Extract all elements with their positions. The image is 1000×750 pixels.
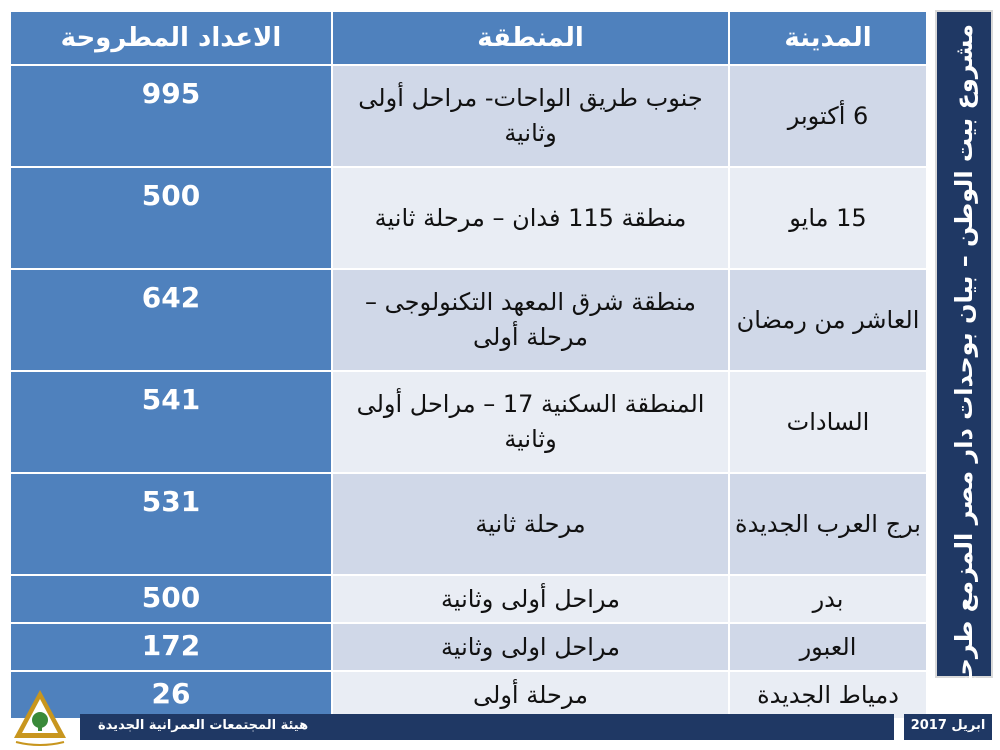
footer-bar [80, 714, 894, 740]
table-row [10, 371, 927, 473]
table-row [10, 671, 927, 719]
cell-city: السادات [729, 371, 927, 473]
cell-units: 995 [10, 65, 332, 167]
header-city: المدينة [729, 11, 927, 65]
cell-units: 531 [10, 473, 332, 575]
cell-units: 500 [10, 167, 332, 269]
cell-region: منطقة شرق المعهد التكنولوجى – مرحلة أولى [332, 269, 729, 371]
footer-date: ابريل 2017 [910, 718, 986, 733]
cell-region: مراحل اولى وثانية [332, 623, 729, 671]
table-row [10, 269, 927, 371]
cell-city: العاشر من رمضان [729, 269, 927, 371]
cell-region: منطقة 115 فدان – مرحلة ثانية [332, 167, 729, 269]
table-row [10, 473, 927, 575]
ncua-logo-icon [10, 686, 70, 746]
cell-region: مراحل أولى وثانية [332, 575, 729, 623]
side-title-panel [935, 10, 993, 701]
cell-units: 642 [10, 269, 332, 371]
cell-region: مرحلة أولى [332, 671, 729, 719]
cell-units: 541 [10, 371, 332, 473]
side-title-text: مشروع بيت الوطن – بيان بوحدات دار مصر المزمع طرحها [950, 24, 978, 701]
cell-city: 15 مايو [729, 167, 927, 269]
cell-region: مرحلة ثانية [332, 473, 729, 575]
footer-organization: هيئة المجتمعات العمرانية الجديدة [98, 718, 309, 733]
cell-units: 172 [10, 623, 332, 671]
footer-date-box [904, 714, 992, 740]
table-row [10, 167, 927, 269]
header-units: الاعداد المطروحة [10, 11, 332, 65]
cell-city: بدر [729, 575, 927, 623]
cell-units: 26 [10, 671, 332, 719]
table-row [10, 575, 927, 623]
cell-city: العبور [729, 623, 927, 671]
units-table [9, 10, 928, 720]
cell-city: برج العرب الجديدة [729, 473, 927, 575]
table-row [10, 623, 927, 671]
cell-region: جنوب طريق الواحات- مراحل أولى وثانية [332, 65, 729, 167]
table-row [10, 65, 927, 167]
cell-region: المنطقة السكنية 17 – مراحل أولى وثانية [332, 371, 729, 473]
cell-city: 6 أكتوبر [729, 65, 927, 167]
table-header-row [10, 11, 927, 65]
cell-units: 500 [10, 575, 332, 623]
cell-city: دمياط الجديدة [729, 671, 927, 719]
header-region: المنطقة [332, 11, 729, 65]
